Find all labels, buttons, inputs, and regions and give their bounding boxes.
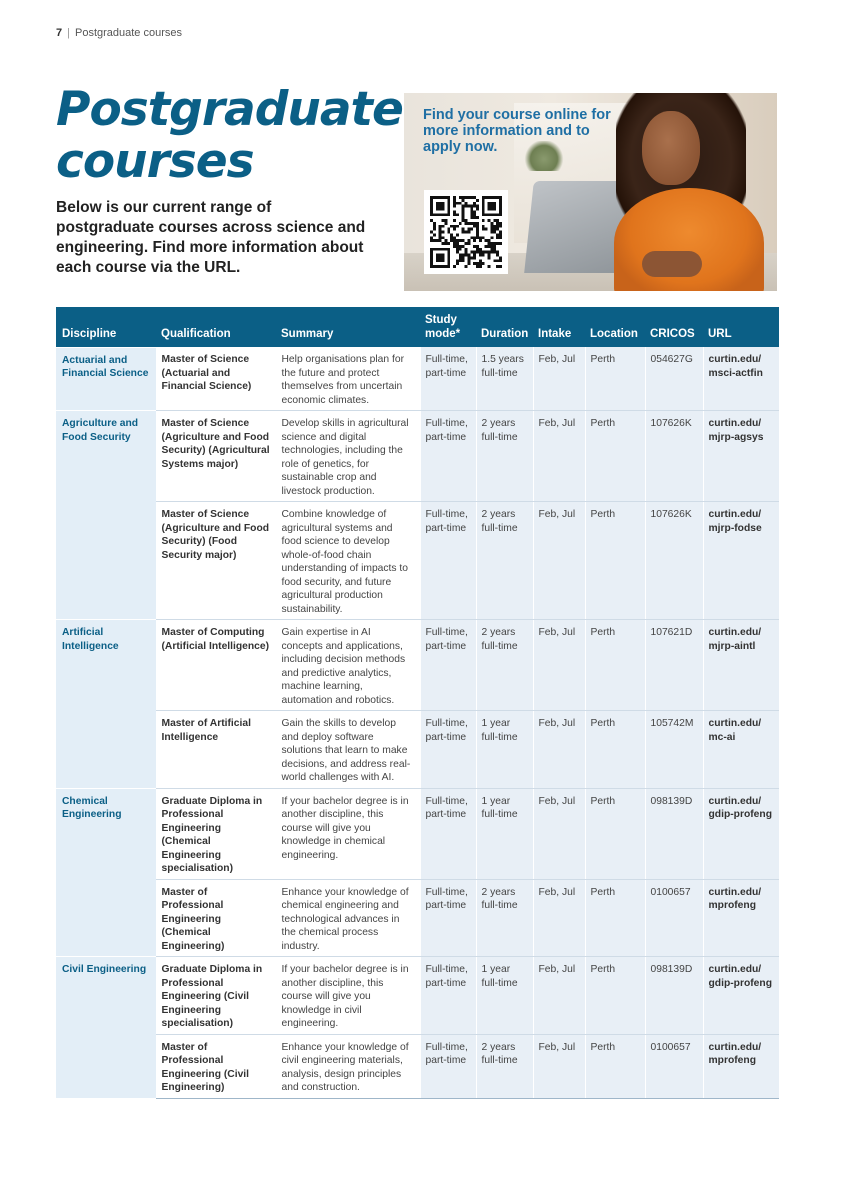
discipline-cell: Artificial Intelligence bbox=[56, 620, 156, 789]
cricos-cell: 107621D bbox=[645, 620, 703, 711]
table-row bbox=[56, 711, 779, 789]
qualification-cell: Master of Artificial Intelligence bbox=[156, 711, 276, 789]
cricos-cell: 098139D bbox=[645, 788, 703, 879]
summary-cell: If your bachelor degree is in another discipline, this course will give you knowledge in civil engineering. bbox=[276, 957, 420, 1035]
cricos-cell: 098139D bbox=[645, 957, 703, 1035]
qualification-cell: Graduate Diploma in Professional Engineering (Civil Engineering specialisation) bbox=[156, 957, 276, 1035]
hero-banner bbox=[404, 93, 777, 291]
table-row bbox=[56, 879, 779, 957]
table-body bbox=[56, 347, 779, 1098]
header-discipline: Discipline bbox=[56, 307, 156, 347]
course-url-link[interactable]: curtin.edu/ gdip-profeng bbox=[703, 788, 779, 879]
section-name: Postgraduate courses bbox=[74, 27, 182, 39]
location-cell: Perth bbox=[585, 347, 645, 411]
hero-cta-text: Find your course online for more information and to apply now. bbox=[423, 107, 611, 155]
hero-person-hand bbox=[642, 251, 702, 277]
duration-cell: 1 year full-time bbox=[476, 711, 533, 789]
qualification-cell: Master of Science (Agriculture and Food Security) (Food Security major) bbox=[156, 502, 276, 620]
page-header bbox=[56, 27, 182, 39]
intake-cell: Feb, Jul bbox=[533, 957, 585, 1035]
location-cell: Perth bbox=[585, 879, 645, 957]
page-title: Postgraduate courses bbox=[56, 82, 403, 189]
table-row bbox=[56, 620, 779, 711]
location-cell: Perth bbox=[585, 711, 645, 789]
cricos-cell: 0100657 bbox=[645, 879, 703, 957]
discipline-cell: Chemical Engineering bbox=[56, 788, 156, 957]
discipline-cell: Civil Engineering bbox=[56, 957, 156, 1099]
duration-cell: 1 year full-time bbox=[476, 957, 533, 1035]
header-summary: Summary bbox=[276, 307, 420, 347]
study-mode-cell: Full-time, part-time bbox=[420, 620, 476, 711]
study-mode-cell: Full-time, part-time bbox=[420, 411, 476, 502]
cricos-cell: 107626K bbox=[645, 502, 703, 620]
table-row bbox=[56, 502, 779, 620]
course-url-link[interactable]: curtin.edu/ msci-actfin bbox=[703, 347, 779, 411]
header-cricos: CRICOS bbox=[645, 307, 703, 347]
header-intake: Intake bbox=[533, 307, 585, 347]
duration-cell: 1 year full-time bbox=[476, 788, 533, 879]
intake-cell: Feb, Jul bbox=[533, 879, 585, 957]
summary-cell: Gain the skills to develop and deploy software solutions that learn to make decisions, and address real-world challenges with AI. bbox=[276, 711, 420, 789]
header-qualification: Qualification bbox=[156, 307, 276, 347]
study-mode-cell: Full-time, part-time bbox=[420, 1034, 476, 1098]
study-mode-cell: Full-time, part-time bbox=[420, 347, 476, 411]
study-mode-cell: Full-time, part-time bbox=[420, 788, 476, 879]
header-separator: | bbox=[67, 27, 70, 39]
header-study-mode: Study mode* bbox=[420, 307, 476, 347]
duration-cell: 2 years full-time bbox=[476, 1034, 533, 1098]
cricos-cell: 105742M bbox=[645, 711, 703, 789]
summary-cell: Develop skills in agricultural science and digital technologies, including the role of genetics, for sustainable crop and livestock production. bbox=[276, 411, 420, 502]
intake-cell: Feb, Jul bbox=[533, 411, 585, 502]
header-duration: Duration bbox=[476, 307, 533, 347]
table-row bbox=[56, 957, 779, 1035]
cricos-cell: 0100657 bbox=[645, 1034, 703, 1098]
course-url-link[interactable]: curtin.edu/ mjrp-fodse bbox=[703, 502, 779, 620]
table-row bbox=[56, 1034, 779, 1098]
intake-cell: Feb, Jul bbox=[533, 502, 585, 620]
duration-cell: 2 years full-time bbox=[476, 411, 533, 502]
discipline-cell: Agriculture and Food Security bbox=[56, 411, 156, 620]
qualification-cell: Master of Science (Actuarial and Financial Science) bbox=[156, 347, 276, 411]
location-cell: Perth bbox=[585, 957, 645, 1035]
course-url-link[interactable]: curtin.edu/ mc-ai bbox=[703, 711, 779, 789]
study-mode-cell: Full-time, part-time bbox=[420, 711, 476, 789]
qualification-cell: Master of Professional Engineering (Chemical Engineering) bbox=[156, 879, 276, 957]
intake-cell: Feb, Jul bbox=[533, 620, 585, 711]
duration-cell: 1.5 years full-time bbox=[476, 347, 533, 411]
table-row bbox=[56, 788, 779, 879]
duration-cell: 2 years full-time bbox=[476, 502, 533, 620]
location-cell: Perth bbox=[585, 1034, 645, 1098]
study-mode-cell: Full-time, part-time bbox=[420, 957, 476, 1035]
hero-person-face bbox=[642, 111, 700, 185]
table-header-row bbox=[56, 307, 779, 347]
cricos-cell: 107626K bbox=[645, 411, 703, 502]
intake-cell: Feb, Jul bbox=[533, 711, 585, 789]
course-url-link[interactable]: curtin.edu/ mprofeng bbox=[703, 879, 779, 957]
course-url-link[interactable]: curtin.edu/ mprofeng bbox=[703, 1034, 779, 1098]
summary-cell: Help organisations plan for the future and protect themselves from uncertain economic climates. bbox=[276, 347, 420, 411]
qr-code-icon[interactable] bbox=[424, 190, 508, 274]
header-url: URL bbox=[703, 307, 779, 347]
location-cell: Perth bbox=[585, 620, 645, 711]
cricos-cell: 054627G bbox=[645, 347, 703, 411]
duration-cell: 2 years full-time bbox=[476, 879, 533, 957]
intake-cell: Feb, Jul bbox=[533, 788, 585, 879]
qualification-cell: Master of Computing (Artificial Intelligence) bbox=[156, 620, 276, 711]
location-cell: Perth bbox=[585, 411, 645, 502]
course-url-link[interactable]: curtin.edu/ mjrp-aintl bbox=[703, 620, 779, 711]
intake-cell: Feb, Jul bbox=[533, 1034, 585, 1098]
summary-cell: Enhance your knowledge of chemical engineering and technological advances in the chemical process industry. bbox=[276, 879, 420, 957]
table-row bbox=[56, 411, 779, 502]
intro-text: Below is our current range of postgraduate courses across science and engineering. Find more information about each course via the URL. bbox=[56, 199, 366, 276]
qualification-cell: Graduate Diploma in Professional Engineering (Chemical Engineering specialisation) bbox=[156, 788, 276, 879]
location-cell: Perth bbox=[585, 502, 645, 620]
table-row bbox=[56, 347, 779, 411]
summary-cell: Enhance your knowledge of civil engineering materials, analysis, design principles and construction. bbox=[276, 1034, 420, 1098]
course-url-link[interactable]: curtin.edu/ gdip-profeng bbox=[703, 957, 779, 1035]
course-url-link[interactable]: curtin.edu/ mjrp-agsys bbox=[703, 411, 779, 502]
location-cell: Perth bbox=[585, 788, 645, 879]
summary-cell: Gain expertise in AI concepts and applications, including decision methods and predictive analytics, machine learning, automation and robotics. bbox=[276, 620, 420, 711]
study-mode-cell: Full-time, part-time bbox=[420, 879, 476, 957]
duration-cell: 2 years full-time bbox=[476, 620, 533, 711]
courses-table bbox=[56, 307, 779, 1099]
qualification-cell: Master of Science (Agriculture and Food Security) (Agricultural Systems major) bbox=[156, 411, 276, 502]
header-location: Location bbox=[585, 307, 645, 347]
summary-cell: If your bachelor degree is in another discipline, this course will give you knowledge in chemical engineering. bbox=[276, 788, 420, 879]
qualification-cell: Master of Professional Engineering (Civil Engineering) bbox=[156, 1034, 276, 1098]
summary-cell: Combine knowledge of agricultural systems and food science to develop whole-of-food chain understanding of impacts to food security, and future agricultural production sustainability. bbox=[276, 502, 420, 620]
study-mode-cell: Full-time, part-time bbox=[420, 502, 476, 620]
qr-code-graphic bbox=[430, 196, 502, 268]
page-number: 7 bbox=[56, 27, 63, 39]
intake-cell: Feb, Jul bbox=[533, 347, 585, 411]
discipline-cell: Actuarial and Financial Science bbox=[56, 347, 156, 411]
